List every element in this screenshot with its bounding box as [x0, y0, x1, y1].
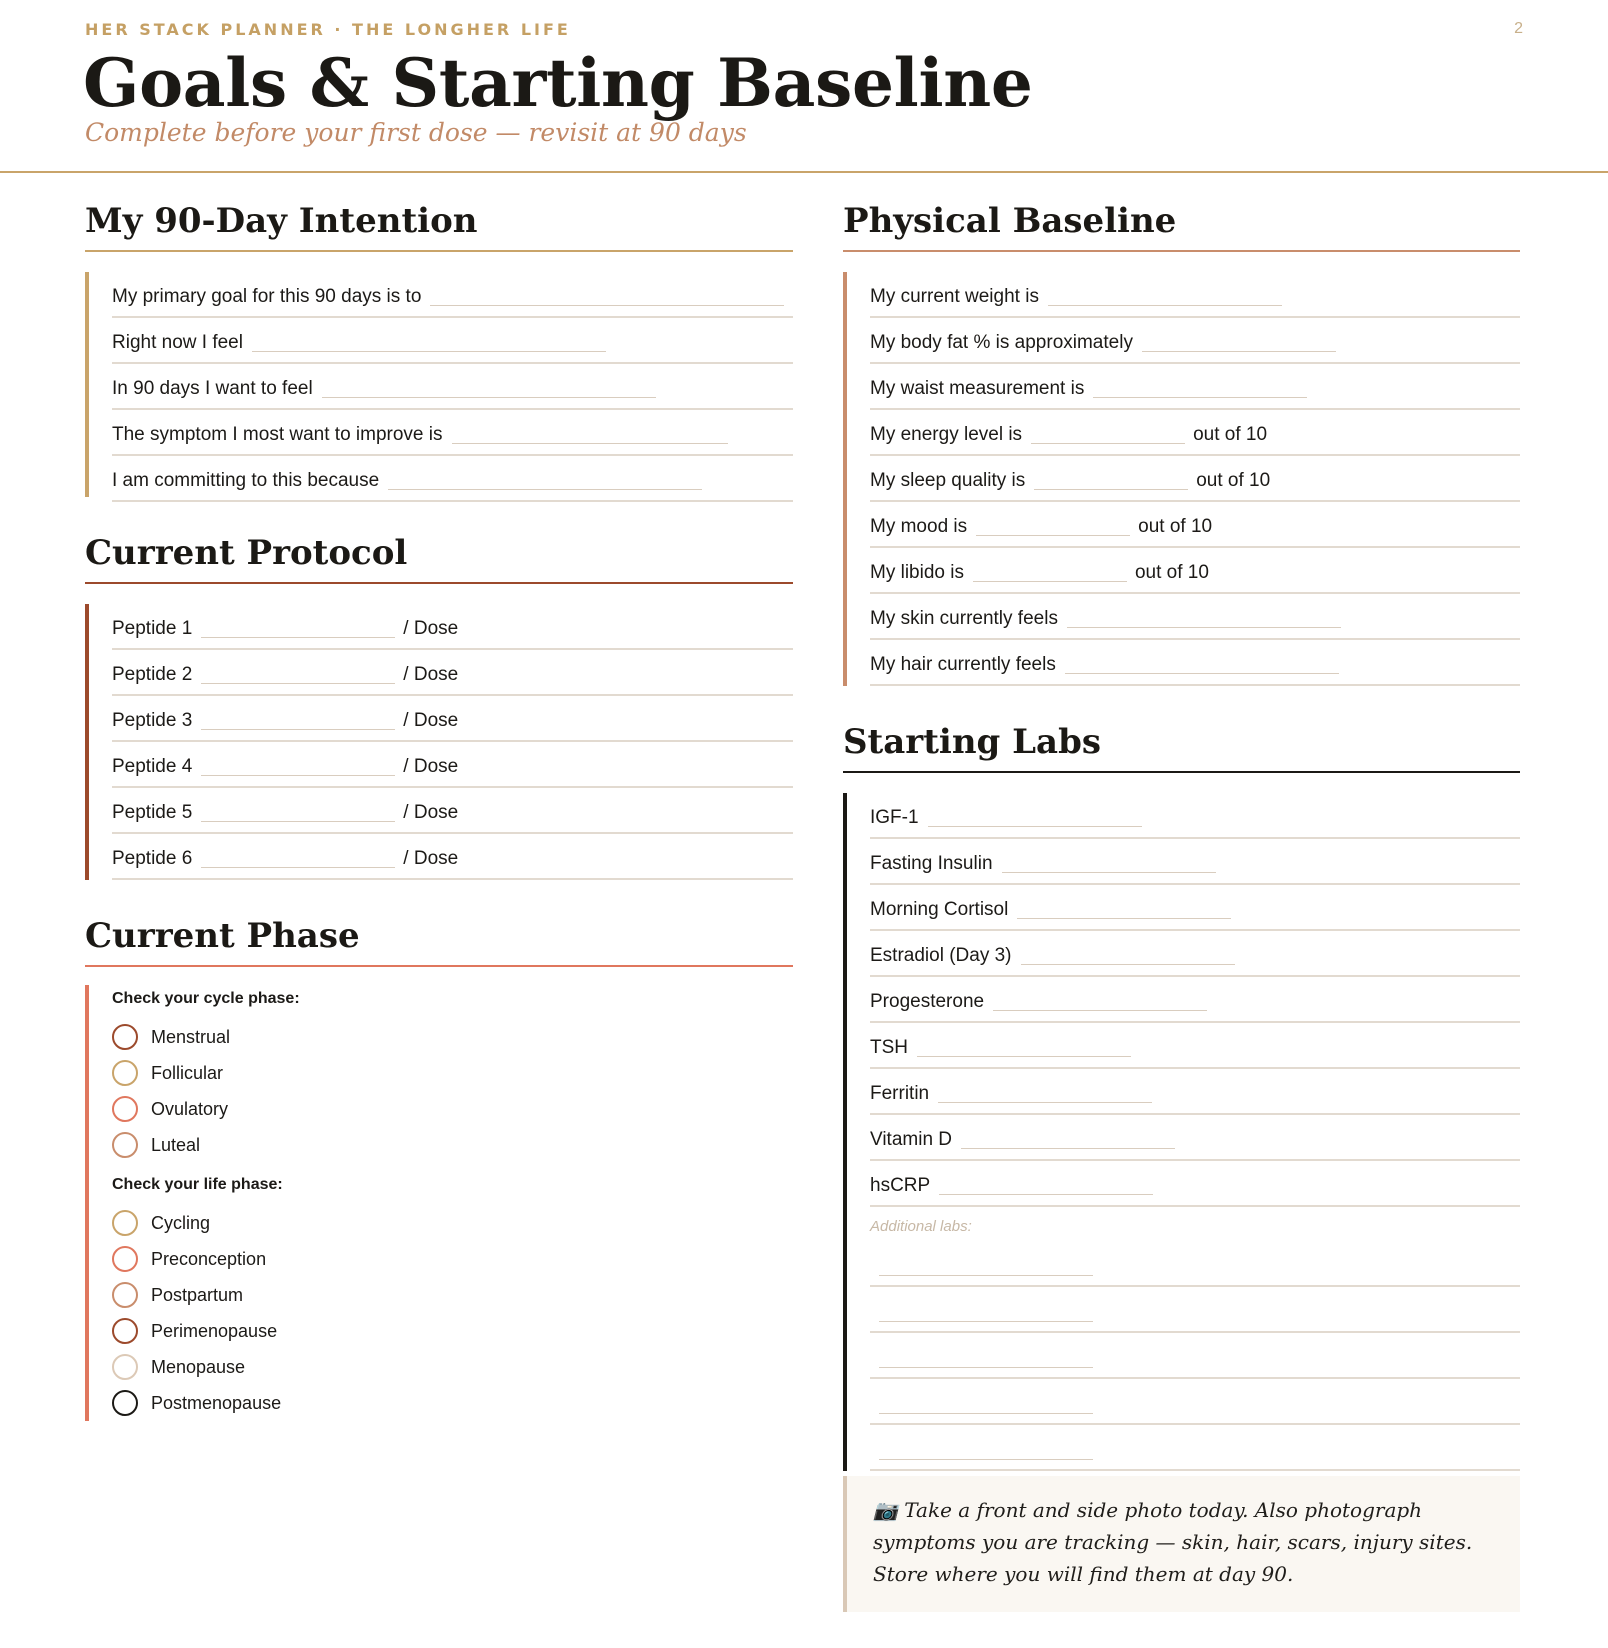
- protocol-accent-bar: [85, 604, 89, 880]
- intention-section: [85, 195, 793, 497]
- lab-row: [870, 1115, 1520, 1161]
- option-label: Menopause: [151, 1356, 246, 1377]
- page-subtitle: Complete before your first dose — revisit at 90 days: [85, 118, 747, 147]
- physical-accent-bar: [843, 272, 847, 686]
- labs-title: Starting Labs: [843, 722, 1102, 762]
- additional-lab-blank[interactable]: [879, 1413, 1093, 1414]
- dose-label: / Dose: [403, 664, 459, 685]
- additional-lab-blank[interactable]: [879, 1459, 1093, 1460]
- peptide-label: Peptide 2: [112, 664, 193, 685]
- radio-circle-icon[interactable]: [112, 1060, 138, 1086]
- physical-title: Physical Baseline: [843, 201, 1177, 241]
- radio-circle-icon[interactable]: [112, 1318, 138, 1344]
- option-label: Luteal: [151, 1134, 201, 1155]
- physical-block: [843, 272, 1520, 686]
- physical-blank[interactable]: [1034, 489, 1188, 490]
- lab-blank[interactable]: [939, 1194, 1153, 1195]
- lab-label: IGF-1: [870, 807, 919, 828]
- physical-blank[interactable]: [976, 535, 1130, 536]
- lab-row: [870, 793, 1520, 839]
- intention-block: [85, 272, 793, 497]
- radio-circle-icon[interactable]: [112, 1132, 138, 1158]
- physical-section: [843, 195, 1520, 686]
- protocol-block: [85, 604, 793, 880]
- life-phase-label: Check your life phase:: [112, 1176, 283, 1193]
- intention-row: [112, 410, 793, 456]
- lab-label: Vitamin D: [870, 1129, 953, 1150]
- intention-prompt: The symptom I most want to improve is: [112, 424, 443, 445]
- peptide-blank[interactable]: [201, 637, 395, 638]
- physical-blank[interactable]: [973, 581, 1127, 582]
- physical-blank[interactable]: [1031, 443, 1185, 444]
- lab-blank[interactable]: [1017, 918, 1231, 919]
- radio-circle-icon[interactable]: [112, 1354, 138, 1380]
- additional-lab-row[interactable]: [870, 1333, 1520, 1379]
- right-column: [843, 195, 1520, 1471]
- lab-blank[interactable]: [928, 826, 1142, 827]
- peptide-row: [112, 788, 793, 834]
- page-title: Goals & Starting Baseline: [83, 44, 1033, 122]
- intention-row: [112, 456, 793, 502]
- lab-label: Progesterone: [870, 991, 985, 1012]
- scale-suffix: out of 10: [1193, 424, 1268, 445]
- physical-row: [870, 318, 1520, 364]
- physical-rule: [843, 250, 1520, 252]
- physical-label: My current weight is: [870, 286, 1039, 307]
- peptide-blank[interactable]: [201, 729, 395, 730]
- left-column: [85, 195, 793, 1421]
- lab-row: [870, 931, 1520, 977]
- physical-row: [870, 502, 1520, 548]
- lab-label: TSH: [870, 1037, 908, 1058]
- lab-blank[interactable]: [993, 1010, 1207, 1011]
- option-label: Follicular: [151, 1062, 224, 1083]
- physical-label: My body fat % is approximately: [870, 332, 1133, 353]
- radio-circle-icon[interactable]: [112, 1096, 138, 1122]
- intention-accent-bar: [85, 272, 89, 497]
- cycle-phase-label: Check your cycle phase:: [112, 990, 300, 1007]
- phase-section: [85, 910, 793, 1421]
- peptide-blank[interactable]: [201, 775, 395, 776]
- peptide-row: [112, 834, 793, 880]
- additional-lab-blank[interactable]: [879, 1275, 1093, 1276]
- physical-row: [870, 364, 1520, 410]
- intention-title: My 90-Day Intention: [85, 201, 478, 241]
- option-label: Postpartum: [151, 1284, 244, 1305]
- physical-blank[interactable]: [1142, 351, 1336, 352]
- dose-label: / Dose: [403, 756, 459, 777]
- physical-blank[interactable]: [1065, 673, 1339, 674]
- dose-label: / Dose: [403, 618, 459, 639]
- lab-label: Ferritin: [870, 1083, 930, 1104]
- life-option[interactable]: [112, 1277, 793, 1313]
- peptide-blank[interactable]: [201, 683, 395, 684]
- lab-row: [870, 977, 1520, 1023]
- lab-blank[interactable]: [961, 1148, 1175, 1149]
- physical-label: My energy level is: [870, 424, 1023, 445]
- lab-blank[interactable]: [1002, 872, 1216, 873]
- lab-blank[interactable]: [938, 1102, 1152, 1103]
- peptide-label: Peptide 6: [112, 848, 193, 869]
- peptide-label: Peptide 1: [112, 618, 193, 639]
- additional-lab-row[interactable]: [870, 1241, 1520, 1287]
- lab-blank[interactable]: [1021, 964, 1235, 965]
- intention-prompt: In 90 days I want to feel: [112, 378, 313, 399]
- intention-row: [112, 318, 793, 364]
- peptide-label: Peptide 4: [112, 756, 193, 777]
- peptide-row: [112, 696, 793, 742]
- life-option[interactable]: [112, 1241, 793, 1277]
- peptide-row: [112, 650, 793, 696]
- intention-prompt: Right now I feel: [112, 332, 243, 353]
- option-label: Menstrual: [151, 1026, 231, 1047]
- labs-accent-bar: [843, 793, 847, 1471]
- option-label: Postmenopause: [151, 1392, 282, 1413]
- answer-blank[interactable]: [388, 489, 702, 490]
- scale-suffix: out of 10: [1196, 470, 1271, 491]
- answer-blank[interactable]: [452, 443, 728, 444]
- peptide-row: [112, 742, 793, 788]
- phase-rule: [85, 965, 793, 967]
- lab-blank[interactable]: [917, 1056, 1131, 1057]
- dose-label: / Dose: [403, 710, 459, 731]
- dose-label: / Dose: [403, 848, 459, 869]
- additional-lab-blank[interactable]: [879, 1367, 1093, 1368]
- lab-label: Estradiol (Day 3): [870, 945, 1012, 966]
- photo-note-text: 📷 Take a front and side photo today. Also photograph symptoms you are tracking — skin, hair, scars, injury sites. Store where you will find them at day 90.: [873, 1498, 1473, 1586]
- physical-label: My hair currently feels: [870, 654, 1056, 675]
- additional-lab-blank[interactable]: [879, 1321, 1093, 1322]
- additional-lab-row[interactable]: [870, 1379, 1520, 1425]
- peptide-blank[interactable]: [201, 821, 395, 822]
- physical-label: My sleep quality is: [870, 470, 1026, 491]
- physical-blank[interactable]: [1093, 397, 1307, 398]
- physical-label: My waist measurement is: [870, 378, 1085, 399]
- scale-suffix: out of 10: [1134, 562, 1209, 583]
- scale-suffix: out of 10: [1138, 516, 1213, 537]
- intention-rule: [85, 250, 793, 252]
- radio-circle-icon[interactable]: [112, 1282, 138, 1308]
- physical-blank[interactable]: [1067, 627, 1341, 628]
- cycle-option[interactable]: [112, 1127, 793, 1163]
- planner-kicker: HER STACK PLANNER · THE LONGHER LIFE: [85, 20, 571, 39]
- page-header: [0, 0, 1608, 173]
- radio-circle-icon[interactable]: [112, 1390, 138, 1416]
- intention-prompt: I am committing to this because: [112, 470, 380, 491]
- lab-label: Fasting Insulin: [870, 853, 993, 874]
- radio-circle-icon[interactable]: [112, 1246, 138, 1272]
- radio-circle-icon[interactable]: [112, 1210, 138, 1236]
- lab-row: [870, 1161, 1520, 1207]
- additional-labs-label: Additional labs:: [870, 1218, 972, 1235]
- answer-blank[interactable]: [322, 397, 656, 398]
- physical-row: [870, 640, 1520, 686]
- phase-accent-bar: [85, 985, 89, 1421]
- option-label: Perimenopause: [151, 1320, 278, 1341]
- phase-block: [85, 985, 793, 1421]
- additional-lab-row[interactable]: [870, 1425, 1520, 1471]
- cycle-option[interactable]: [112, 1091, 793, 1127]
- physical-blank[interactable]: [1048, 305, 1282, 306]
- page-number: 2: [1514, 20, 1523, 37]
- protocol-title: Current Protocol: [85, 533, 408, 573]
- peptide-row: [112, 604, 793, 650]
- dose-label: / Dose: [403, 802, 459, 823]
- answer-blank[interactable]: [252, 351, 606, 352]
- lab-row: [870, 839, 1520, 885]
- radio-circle-icon[interactable]: [112, 1024, 138, 1050]
- life-option[interactable]: [112, 1205, 793, 1241]
- life-option[interactable]: [112, 1385, 793, 1421]
- intention-row: [112, 272, 793, 318]
- physical-row: [870, 594, 1520, 640]
- lab-row: [870, 885, 1520, 931]
- lab-row: [870, 1069, 1520, 1115]
- photo-note: [843, 1476, 1520, 1612]
- physical-row: [870, 456, 1520, 502]
- physical-row: [870, 548, 1520, 594]
- lab-row: [870, 1023, 1520, 1069]
- cycle-option[interactable]: [112, 1019, 793, 1055]
- protocol-section: [85, 527, 793, 880]
- answer-blank[interactable]: [430, 305, 784, 306]
- labs-block: [843, 793, 1520, 1471]
- cycle-option[interactable]: [112, 1055, 793, 1091]
- physical-row: [870, 410, 1520, 456]
- additional-lab-row[interactable]: [870, 1287, 1520, 1333]
- intention-prompt: My primary goal for this 90 days is to: [112, 286, 422, 307]
- lab-label: Morning Cortisol: [870, 899, 1009, 920]
- peptide-blank[interactable]: [201, 867, 395, 868]
- phase-title: Current Phase: [85, 916, 360, 956]
- peptide-label: Peptide 5: [112, 802, 193, 823]
- lab-label: hsCRP: [870, 1175, 931, 1196]
- physical-label: My mood is: [870, 516, 968, 537]
- labs-section: [843, 716, 1520, 1471]
- option-label: Preconception: [151, 1248, 267, 1269]
- option-label: Cycling: [151, 1212, 211, 1233]
- life-option[interactable]: [112, 1349, 793, 1385]
- physical-label: My libido is: [870, 562, 964, 583]
- option-label: Ovulatory: [151, 1098, 229, 1119]
- intention-row: [112, 364, 793, 410]
- protocol-rule: [85, 582, 793, 584]
- peptide-label: Peptide 3: [112, 710, 193, 731]
- physical-label: My skin currently feels: [870, 608, 1058, 629]
- labs-rule: [843, 771, 1520, 773]
- physical-row: [870, 272, 1520, 318]
- life-option[interactable]: [112, 1313, 793, 1349]
